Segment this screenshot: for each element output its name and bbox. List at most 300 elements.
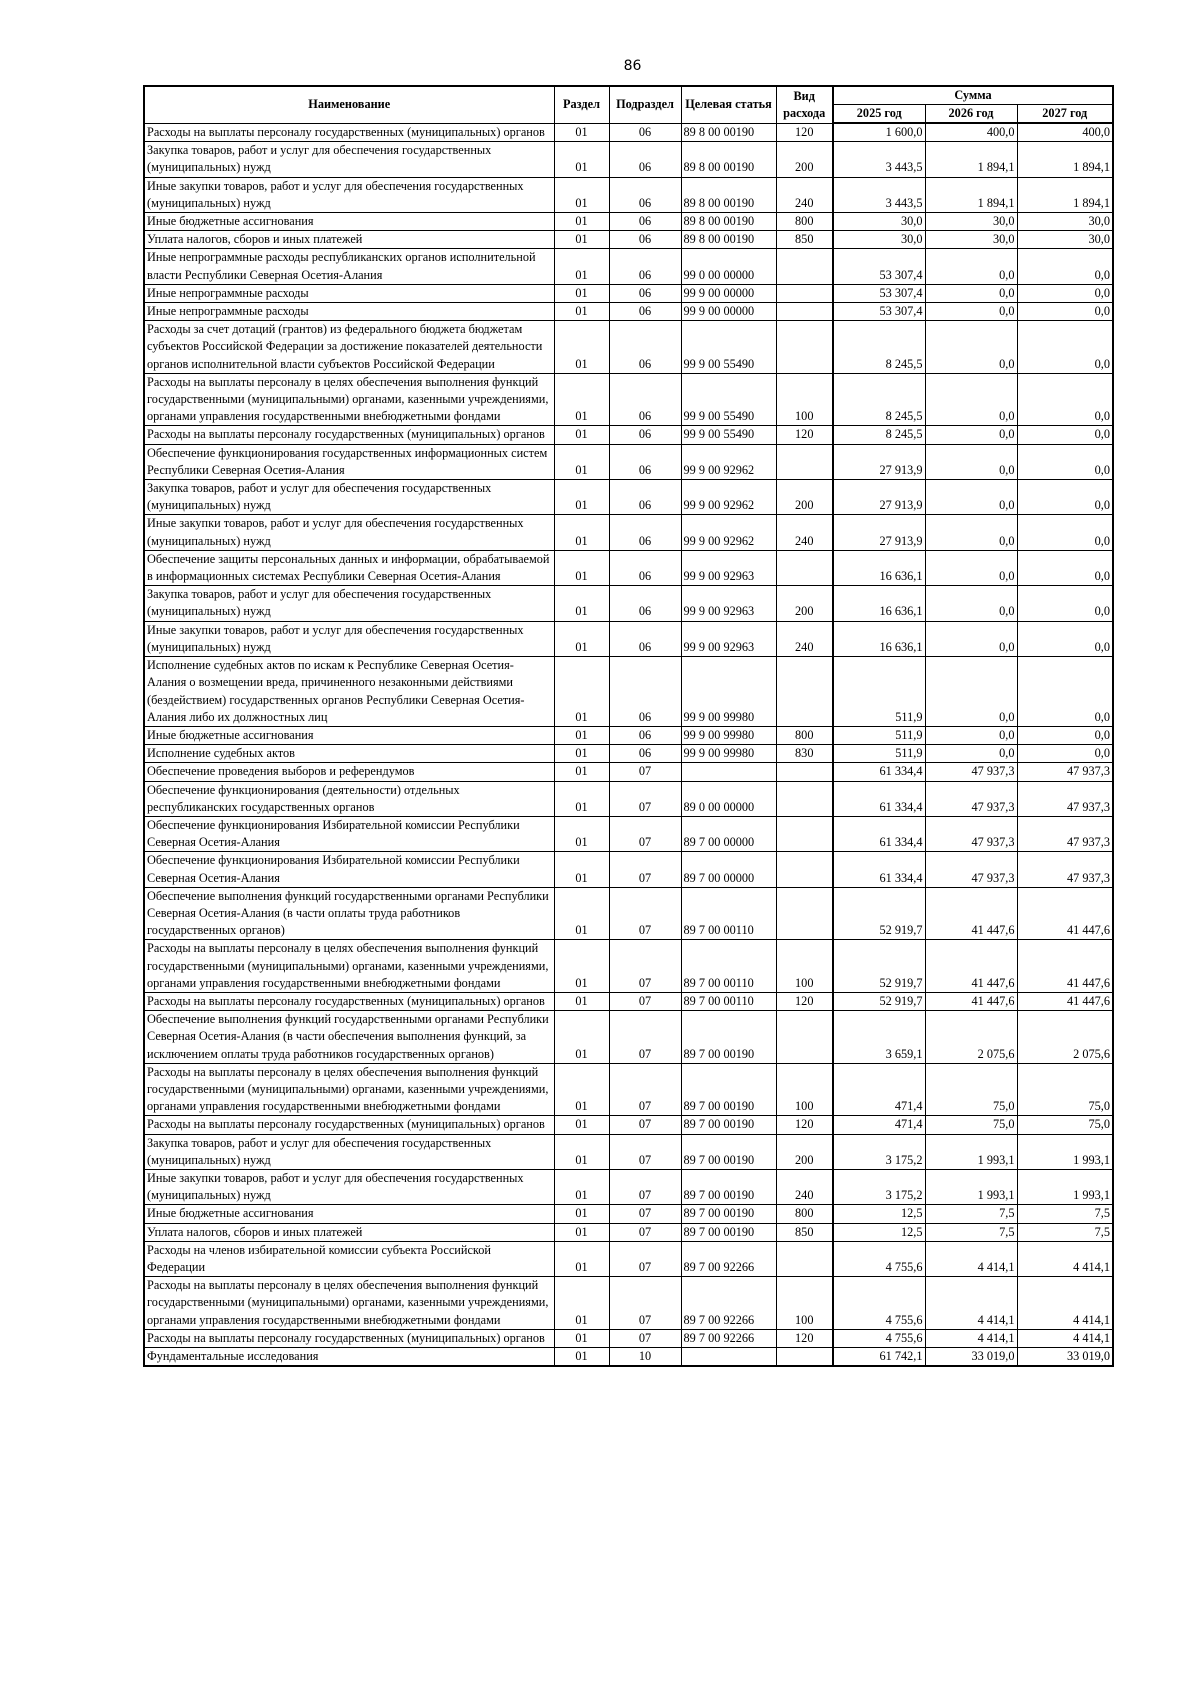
table-row (144, 142, 1113, 177)
cell-sum-2027: 0,0 (1017, 444, 1113, 479)
cell-sum-2026: 75,0 (925, 1116, 1017, 1134)
cell-sum-2026: 41 447,6 (925, 887, 1017, 940)
cell-section: 01 (554, 480, 609, 515)
cell-name: Расходы на выплаты персоналу в целях обеспечения выполнения функций государственными (муниципальными) органами, казенными учреждениями, органами управления государственными внебюджетными фондами (144, 940, 554, 993)
cell-section: 01 (554, 726, 609, 744)
cell-kind: 120 (776, 123, 833, 142)
cell-sum-2025: 53 307,4 (833, 249, 925, 284)
header-subsection: Подраздел (609, 86, 681, 123)
cell-name: Иные непрограммные расходы (144, 284, 554, 302)
cell-sum-2026: 41 447,6 (925, 940, 1017, 993)
cell-sum-2027: 7,5 (1017, 1205, 1113, 1223)
cell-kind (776, 1241, 833, 1276)
cell-kind: 200 (776, 1134, 833, 1169)
cell-name: Обеспечение функционирования государственных информационных систем Республики Северная Осетия-Алания (144, 444, 554, 479)
cell-target (681, 763, 776, 781)
cell-target: 89 8 00 00190 (681, 213, 776, 231)
cell-target: 89 7 00 00190 (681, 1205, 776, 1223)
table-row (144, 745, 1113, 763)
cell-target: 99 9 00 92962 (681, 515, 776, 550)
cell-subsection: 07 (609, 1277, 681, 1330)
table-row (144, 586, 1113, 621)
budget-table (143, 85, 1114, 1367)
cell-sum-2026: 0,0 (925, 586, 1017, 621)
cell-section: 01 (554, 426, 609, 444)
cell-sum-2026: 0,0 (925, 480, 1017, 515)
table-row (144, 444, 1113, 479)
cell-target: 99 9 00 99980 (681, 726, 776, 744)
table-row (144, 992, 1113, 1010)
cell-kind (776, 763, 833, 781)
cell-target: 89 7 00 92266 (681, 1329, 776, 1347)
cell-subsection: 06 (609, 177, 681, 212)
cell-sum-2025: 53 307,4 (833, 284, 925, 302)
cell-sum-2026: 47 937,3 (925, 852, 1017, 887)
cell-subsection: 06 (609, 550, 681, 585)
cell-section: 01 (554, 1329, 609, 1347)
cell-sum-2026: 0,0 (925, 321, 1017, 374)
cell-subsection: 06 (609, 249, 681, 284)
table-row (144, 852, 1113, 887)
table-row (144, 426, 1113, 444)
cell-subsection: 07 (609, 1116, 681, 1134)
table-row (144, 781, 1113, 816)
cell-sum-2026: 75,0 (925, 1063, 1017, 1116)
table-row (144, 231, 1113, 249)
cell-sum-2026: 0,0 (925, 373, 1017, 426)
cell-sum-2026: 0,0 (925, 444, 1017, 479)
cell-sum-2026: 4 414,1 (925, 1277, 1017, 1330)
header-section: Раздел (554, 86, 609, 123)
cell-sum-2027: 33 019,0 (1017, 1348, 1113, 1367)
cell-sum-2026: 7,5 (925, 1223, 1017, 1241)
table-row (144, 1063, 1113, 1116)
table-row (144, 1205, 1113, 1223)
cell-section: 01 (554, 992, 609, 1010)
table-row (144, 657, 1113, 727)
cell-kind (776, 303, 833, 321)
cell-section: 01 (554, 657, 609, 727)
cell-target: 89 7 00 00190 (681, 1169, 776, 1204)
cell-subsection: 07 (609, 852, 681, 887)
cell-sum-2026: 1 894,1 (925, 142, 1017, 177)
cell-sum-2027: 0,0 (1017, 550, 1113, 585)
cell-target: 99 9 00 00000 (681, 303, 776, 321)
cell-section: 01 (554, 1063, 609, 1116)
cell-sum-2027: 0,0 (1017, 426, 1113, 444)
cell-name: Расходы на выплаты персоналу в целях обеспечения выполнения функций государственными (муниципальными) органами, казенными учреждениями, органами управления государственными внебюджетными фондами (144, 1063, 554, 1116)
cell-section: 01 (554, 940, 609, 993)
cell-kind: 240 (776, 621, 833, 656)
cell-section: 01 (554, 1223, 609, 1241)
cell-target: 89 7 00 00190 (681, 1134, 776, 1169)
cell-subsection: 06 (609, 515, 681, 550)
cell-name: Расходы на членов избирательной комиссии субъекта Российской Федерации (144, 1241, 554, 1276)
cell-name: Иные закупки товаров, работ и услуг для обеспечения государственных (муниципальных) нужд (144, 515, 554, 550)
cell-kind (776, 816, 833, 851)
cell-sum-2026: 1 993,1 (925, 1134, 1017, 1169)
cell-kind (776, 657, 833, 727)
cell-section: 01 (554, 550, 609, 585)
cell-name: Обеспечение функционирования (деятельности) отдельных республиканских государственных органов (144, 781, 554, 816)
cell-sum-2027: 1 993,1 (1017, 1169, 1113, 1204)
cell-sum-2025: 8 245,5 (833, 321, 925, 374)
cell-kind (776, 1011, 833, 1064)
cell-sum-2025: 511,9 (833, 657, 925, 727)
cell-sum-2027: 47 937,3 (1017, 816, 1113, 851)
cell-sum-2027: 0,0 (1017, 621, 1113, 656)
cell-target: 89 8 00 00190 (681, 231, 776, 249)
cell-target: 99 9 00 55490 (681, 426, 776, 444)
cell-kind (776, 550, 833, 585)
table-row (144, 1223, 1113, 1241)
cell-kind (776, 284, 833, 302)
cell-name: Закупка товаров, работ и услуг для обеспечения государственных (муниципальных) нужд (144, 480, 554, 515)
cell-kind: 240 (776, 1169, 833, 1204)
table-row (144, 726, 1113, 744)
cell-sum-2026: 0,0 (925, 745, 1017, 763)
table-row (144, 123, 1113, 142)
cell-sum-2025: 52 919,7 (833, 992, 925, 1010)
cell-name: Обеспечение функционирования Избирательной комиссии Республики Северная Осетия-Алания (144, 816, 554, 851)
cell-sum-2027: 1 993,1 (1017, 1134, 1113, 1169)
cell-sum-2026: 4 414,1 (925, 1241, 1017, 1276)
cell-subsection: 07 (609, 763, 681, 781)
cell-sum-2027: 400,0 (1017, 123, 1113, 142)
cell-target: 99 9 00 00000 (681, 284, 776, 302)
cell-subsection: 06 (609, 123, 681, 142)
cell-name: Расходы на выплаты персоналу государственных (муниципальных) органов (144, 1116, 554, 1134)
cell-kind (776, 781, 833, 816)
table-row (144, 1348, 1113, 1367)
cell-section: 01 (554, 586, 609, 621)
header-year-2026: 2026 год (925, 105, 1017, 124)
cell-target: 89 7 00 00190 (681, 1116, 776, 1134)
table-header (144, 86, 1113, 123)
cell-sum-2025: 61 334,4 (833, 781, 925, 816)
cell-subsection: 06 (609, 444, 681, 479)
page-number: 86 (623, 58, 642, 74)
cell-name: Расходы на выплаты персоналу в целях обеспечения выполнения функций государственными (муниципальными) органами, казенными учреждениями, органами управления государственными внебюджетными фондами (144, 373, 554, 426)
cell-sum-2027: 30,0 (1017, 231, 1113, 249)
cell-section: 01 (554, 887, 609, 940)
table-row (144, 1169, 1113, 1204)
cell-subsection: 07 (609, 1134, 681, 1169)
cell-subsection: 07 (609, 781, 681, 816)
cell-sum-2027: 1 894,1 (1017, 177, 1113, 212)
cell-sum-2027: 41 447,6 (1017, 940, 1113, 993)
cell-section: 01 (554, 763, 609, 781)
cell-section: 01 (554, 213, 609, 231)
cell-name: Расходы на выплаты персоналу государственных (муниципальных) органов (144, 123, 554, 142)
cell-subsection: 07 (609, 887, 681, 940)
cell-name: Закупка товаров, работ и услуг для обеспечения государственных (муниципальных) нужд (144, 586, 554, 621)
cell-sum-2027: 47 937,3 (1017, 781, 1113, 816)
cell-subsection: 07 (609, 1063, 681, 1116)
cell-subsection: 06 (609, 303, 681, 321)
cell-subsection: 06 (609, 231, 681, 249)
cell-target: 99 0 00 00000 (681, 249, 776, 284)
cell-sum-2025: 53 307,4 (833, 303, 925, 321)
cell-sum-2027: 0,0 (1017, 249, 1113, 284)
cell-sum-2027: 30,0 (1017, 213, 1113, 231)
table-row (144, 249, 1113, 284)
cell-section: 01 (554, 303, 609, 321)
cell-sum-2025: 4 755,6 (833, 1329, 925, 1347)
cell-sum-2026: 47 937,3 (925, 816, 1017, 851)
cell-section: 01 (554, 231, 609, 249)
cell-target: 99 9 00 92962 (681, 444, 776, 479)
cell-sum-2025: 511,9 (833, 745, 925, 763)
cell-sum-2027: 0,0 (1017, 515, 1113, 550)
cell-subsection: 07 (609, 1011, 681, 1064)
cell-sum-2026: 2 075,6 (925, 1011, 1017, 1064)
cell-kind (776, 852, 833, 887)
cell-target: 89 7 00 00000 (681, 852, 776, 887)
header-kind: Вид расхода (776, 86, 833, 123)
cell-kind: 240 (776, 515, 833, 550)
cell-sum-2027: 0,0 (1017, 745, 1113, 763)
cell-section: 01 (554, 249, 609, 284)
table-row (144, 816, 1113, 851)
cell-sum-2027: 0,0 (1017, 321, 1113, 374)
cell-section: 01 (554, 1348, 609, 1367)
cell-sum-2025: 8 245,5 (833, 373, 925, 426)
cell-subsection: 06 (609, 726, 681, 744)
cell-subsection: 07 (609, 1329, 681, 1347)
cell-kind (776, 249, 833, 284)
cell-sum-2027: 4 414,1 (1017, 1329, 1113, 1347)
cell-sum-2025: 3 443,5 (833, 177, 925, 212)
cell-target: 89 7 00 00190 (681, 1223, 776, 1241)
cell-sum-2025: 471,4 (833, 1116, 925, 1134)
cell-section: 01 (554, 1011, 609, 1064)
header-year-2025: 2025 год (833, 105, 925, 124)
cell-sum-2025: 3 175,2 (833, 1134, 925, 1169)
table-row (144, 887, 1113, 940)
cell-kind (776, 1348, 833, 1367)
cell-sum-2026: 400,0 (925, 123, 1017, 142)
cell-sum-2027: 0,0 (1017, 373, 1113, 426)
cell-sum-2026: 47 937,3 (925, 763, 1017, 781)
cell-sum-2026: 0,0 (925, 726, 1017, 744)
cell-section: 01 (554, 1241, 609, 1276)
cell-name: Расходы за счет дотаций (грантов) из федерального бюджета бюджетам субъектов Российской Федерации за достижение показателей деятельности органов исполнительной власти субъектов Российской Федерации (144, 321, 554, 374)
header-target: Целевая статья (681, 86, 776, 123)
cell-target: 89 8 00 00190 (681, 142, 776, 177)
cell-sum-2025: 12,5 (833, 1205, 925, 1223)
cell-subsection: 07 (609, 1205, 681, 1223)
cell-sum-2027: 4 414,1 (1017, 1277, 1113, 1330)
cell-sum-2025: 3 175,2 (833, 1169, 925, 1204)
cell-section: 01 (554, 373, 609, 426)
cell-section: 01 (554, 142, 609, 177)
cell-section: 01 (554, 1134, 609, 1169)
cell-sum-2025: 3 443,5 (833, 142, 925, 177)
cell-sum-2027: 2 075,6 (1017, 1011, 1113, 1064)
cell-subsection: 07 (609, 992, 681, 1010)
cell-sum-2025: 61 334,4 (833, 852, 925, 887)
cell-target: 89 7 00 00110 (681, 992, 776, 1010)
cell-kind: 120 (776, 1329, 833, 1347)
cell-sum-2026: 0,0 (925, 657, 1017, 727)
cell-name: Расходы на выплаты персоналу в целях обеспечения выполнения функций государственными (муниципальными) органами, казенными учреждениями, органами управления государственными внебюджетными фондами (144, 1277, 554, 1330)
cell-name: Иные закупки товаров, работ и услуг для обеспечения государственных (муниципальных) нужд (144, 1169, 554, 1204)
cell-section: 01 (554, 781, 609, 816)
cell-target: 89 7 00 00000 (681, 816, 776, 851)
cell-target: 89 7 00 00190 (681, 1063, 776, 1116)
cell-section: 01 (554, 444, 609, 479)
cell-sum-2026: 47 937,3 (925, 781, 1017, 816)
cell-section: 01 (554, 745, 609, 763)
cell-sum-2026: 30,0 (925, 213, 1017, 231)
cell-kind: 120 (776, 992, 833, 1010)
cell-sum-2026: 1 993,1 (925, 1169, 1017, 1204)
cell-subsection: 06 (609, 321, 681, 374)
table-row (144, 1277, 1113, 1330)
cell-section: 01 (554, 284, 609, 302)
cell-subsection: 06 (609, 284, 681, 302)
table-row (144, 213, 1113, 231)
cell-sum-2026: 0,0 (925, 249, 1017, 284)
cell-subsection: 07 (609, 940, 681, 993)
cell-subsection: 06 (609, 426, 681, 444)
cell-sum-2025: 30,0 (833, 213, 925, 231)
table-row (144, 177, 1113, 212)
table-row (144, 480, 1113, 515)
cell-kind: 100 (776, 1277, 833, 1330)
cell-target: 99 9 00 92963 (681, 586, 776, 621)
cell-section: 01 (554, 1277, 609, 1330)
cell-section: 01 (554, 621, 609, 656)
table-row (144, 1011, 1113, 1064)
cell-name: Уплата налогов, сборов и иных платежей (144, 231, 554, 249)
cell-sum-2027: 0,0 (1017, 303, 1113, 321)
cell-kind (776, 887, 833, 940)
cell-section: 01 (554, 515, 609, 550)
cell-target: 99 9 00 55490 (681, 373, 776, 426)
cell-sum-2025: 511,9 (833, 726, 925, 744)
cell-sum-2027: 0,0 (1017, 480, 1113, 515)
cell-sum-2026: 41 447,6 (925, 992, 1017, 1010)
cell-kind: 200 (776, 142, 833, 177)
cell-subsection: 06 (609, 586, 681, 621)
cell-subsection: 06 (609, 657, 681, 727)
table-body (144, 123, 1113, 1366)
cell-kind: 850 (776, 231, 833, 249)
header-sum: Сумма (833, 86, 1113, 105)
cell-kind: 200 (776, 586, 833, 621)
cell-sum-2026: 0,0 (925, 621, 1017, 656)
cell-kind: 800 (776, 1205, 833, 1223)
cell-name: Обеспечение проведения выборов и референдумов (144, 763, 554, 781)
cell-sum-2027: 75,0 (1017, 1063, 1113, 1116)
cell-target: 99 9 00 92962 (681, 480, 776, 515)
cell-name: Обеспечение функционирования Избирательной комиссии Республики Северная Осетия-Алания (144, 852, 554, 887)
cell-subsection: 06 (609, 745, 681, 763)
cell-sum-2025: 61 334,4 (833, 816, 925, 851)
cell-target: 89 7 00 92266 (681, 1241, 776, 1276)
cell-name: Обеспечение выполнения функций государственными органами Республики Северная Осетия-Алания (в части оплаты труда работников государственных органов) (144, 887, 554, 940)
cell-subsection: 06 (609, 373, 681, 426)
cell-sum-2027: 47 937,3 (1017, 852, 1113, 887)
cell-kind: 850 (776, 1223, 833, 1241)
table-row (144, 373, 1113, 426)
cell-name: Иные непрограммные расходы (144, 303, 554, 321)
cell-target: 99 9 00 99980 (681, 657, 776, 727)
cell-kind: 100 (776, 373, 833, 426)
table-row (144, 763, 1113, 781)
cell-target: 89 0 00 00000 (681, 781, 776, 816)
cell-target (681, 1348, 776, 1367)
cell-sum-2027: 0,0 (1017, 284, 1113, 302)
cell-subsection: 10 (609, 1348, 681, 1367)
cell-name: Иные бюджетные ассигнования (144, 213, 554, 231)
cell-sum-2025: 16 636,1 (833, 586, 925, 621)
cell-subsection: 06 (609, 213, 681, 231)
cell-sum-2027: 0,0 (1017, 586, 1113, 621)
cell-section: 01 (554, 816, 609, 851)
cell-sum-2027: 4 414,1 (1017, 1241, 1113, 1276)
cell-sum-2027: 0,0 (1017, 726, 1113, 744)
cell-subsection: 06 (609, 480, 681, 515)
cell-name: Обеспечение выполнения функций государственными органами Республики Северная Осетия-Алания (в части обеспечения выполнения функций, за исключением оплаты труда работников государственных органов) (144, 1011, 554, 1064)
cell-sum-2026: 33 019,0 (925, 1348, 1017, 1367)
table-row (144, 621, 1113, 656)
cell-sum-2025: 471,4 (833, 1063, 925, 1116)
cell-section: 01 (554, 1169, 609, 1204)
cell-target: 99 9 00 92963 (681, 550, 776, 585)
cell-sum-2025: 1 600,0 (833, 123, 925, 142)
cell-target: 89 8 00 00190 (681, 123, 776, 142)
header-name: Наименование (144, 86, 554, 123)
cell-kind (776, 444, 833, 479)
cell-section: 01 (554, 852, 609, 887)
cell-sum-2025: 16 636,1 (833, 550, 925, 585)
cell-sum-2026: 0,0 (925, 284, 1017, 302)
cell-name: Иные непрограммные расходы республиканских органов исполнительной власти Республики Северная Осетия-Алания (144, 249, 554, 284)
cell-sum-2025: 3 659,1 (833, 1011, 925, 1064)
cell-kind: 100 (776, 1063, 833, 1116)
cell-sum-2026: 4 414,1 (925, 1329, 1017, 1347)
cell-sum-2025: 61 334,4 (833, 763, 925, 781)
cell-sum-2025: 16 636,1 (833, 621, 925, 656)
cell-section: 01 (554, 177, 609, 212)
cell-target: 89 7 00 00190 (681, 1011, 776, 1064)
cell-sum-2027: 0,0 (1017, 657, 1113, 727)
cell-target: 99 9 00 99980 (681, 745, 776, 763)
table-row (144, 550, 1113, 585)
cell-name: Закупка товаров, работ и услуг для обеспечения государственных (муниципальных) нужд (144, 142, 554, 177)
cell-name: Иные бюджетные ассигнования (144, 726, 554, 744)
cell-sum-2025: 61 742,1 (833, 1348, 925, 1367)
cell-section: 01 (554, 1116, 609, 1134)
table-row (144, 1116, 1113, 1134)
table-row (144, 1329, 1113, 1347)
cell-sum-2026: 0,0 (925, 550, 1017, 585)
cell-sum-2025: 27 913,9 (833, 444, 925, 479)
cell-name: Обеспечение защиты персональных данных и информации, обрабатываемой в информационных системах Республики Северная Осетия-Алания (144, 550, 554, 585)
cell-name: Расходы на выплаты персоналу государственных (муниципальных) органов (144, 1329, 554, 1347)
cell-name: Закупка товаров, работ и услуг для обеспечения государственных (муниципальных) нужд (144, 1134, 554, 1169)
cell-name: Иные бюджетные ассигнования (144, 1205, 554, 1223)
cell-kind: 240 (776, 177, 833, 212)
cell-section: 01 (554, 321, 609, 374)
cell-sum-2027: 41 447,6 (1017, 992, 1113, 1010)
cell-subsection: 07 (609, 1223, 681, 1241)
cell-kind (776, 321, 833, 374)
cell-name: Фундаментальные исследования (144, 1348, 554, 1367)
